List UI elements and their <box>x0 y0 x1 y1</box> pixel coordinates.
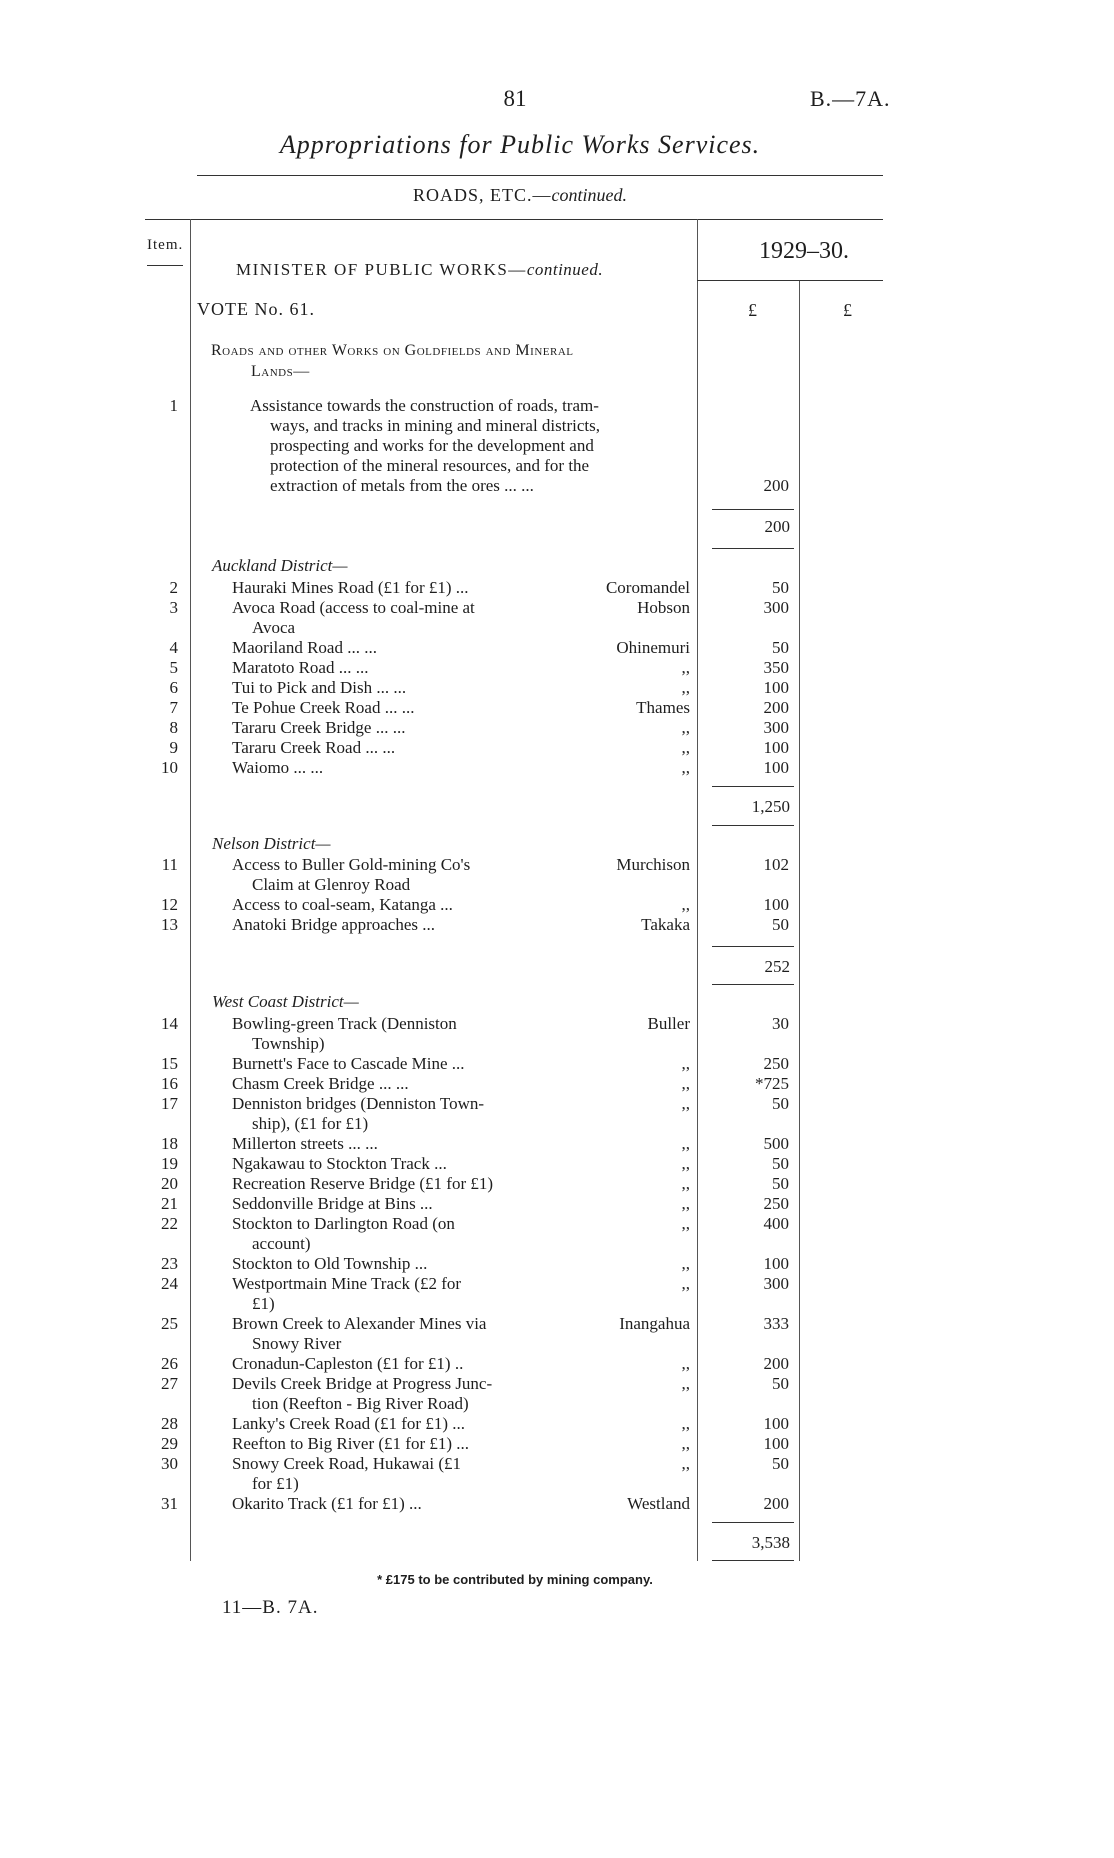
item-description <box>232 1314 486 1354</box>
item-description-text: Burnett's Face to Cascade Mine ... <box>232 1054 465 1073</box>
item-amount: 200 <box>763 1354 789 1373</box>
item-number: 22 <box>161 1214 178 1233</box>
item-amount: 50 <box>772 578 789 597</box>
item-amount: 50 <box>772 1454 789 1473</box>
item-description <box>232 638 377 658</box>
document-reference: B.—7A. <box>810 86 891 111</box>
item-amount: 100 <box>763 1414 789 1433</box>
item-description-text: Tui to Pick and Dish ... ... <box>232 678 407 697</box>
printer-signature: 11—B. 7A. <box>222 1597 319 1618</box>
item-number: 13 <box>161 915 178 934</box>
item-amount: 400 <box>763 1214 789 1233</box>
item-location: Ohinemuri <box>616 638 690 657</box>
item-amount: 200 <box>763 476 789 495</box>
item-amount: 300 <box>763 718 789 737</box>
item-number: 6 <box>169 678 178 697</box>
item-description <box>232 1074 409 1094</box>
item-description <box>232 1194 433 1214</box>
item-description <box>232 1254 427 1274</box>
item-location: Coromandel <box>605 578 690 597</box>
item-location: ,, <box>681 678 690 697</box>
item-location: ,, <box>681 1454 690 1473</box>
item-description-continuation: £1) <box>252 1294 275 1313</box>
item-description-text: Stockton to Old Township ... <box>232 1254 428 1273</box>
year-header-rule <box>697 280 883 281</box>
subtotal-rule <box>712 509 794 510</box>
title-rule <box>197 175 883 176</box>
item-description-text: Maoriland Road ... ... <box>232 638 377 657</box>
item-1-line: extraction of metals from the ores ... ... <box>270 476 534 495</box>
item-location: ,, <box>681 738 690 757</box>
item-number: 25 <box>161 1314 178 1333</box>
item-description-text: Stockton to Darlington Road (on <box>232 1214 455 1233</box>
item-description-text: Avoca Road (access to coal-mine at <box>232 598 475 617</box>
item-description-text: Snowy Creek Road, Hukawai (£1 <box>232 1454 461 1473</box>
item-location: ,, <box>681 1134 690 1153</box>
item-amount: 50 <box>772 1374 789 1393</box>
item-amount: 100 <box>763 678 789 697</box>
section-heading-main: ROADS, ETC.— <box>413 185 552 205</box>
amount-column-left-divider <box>697 219 698 1561</box>
item-description-text: Te Pohue Creek Road ... ... <box>232 698 415 717</box>
item-amount: 300 <box>763 1274 789 1293</box>
item-description <box>232 915 435 935</box>
item-description-continuation: account) <box>252 1234 311 1253</box>
item-number: 29 <box>161 1434 178 1453</box>
item-description <box>232 1434 469 1454</box>
amount-column-mid-divider <box>799 280 800 1561</box>
item-number: 10 <box>161 758 178 777</box>
item-amount: *725 <box>755 1074 789 1093</box>
district-subtotal: 1,250 <box>751 797 790 816</box>
vote-heading: VOTE No. 61. <box>197 299 315 319</box>
item-amount: 333 <box>763 1314 789 1333</box>
item-1-line: ways, and tracks in mining and mineral districts, <box>270 416 601 435</box>
item-amount: 250 <box>763 1054 789 1073</box>
item-amount: 100 <box>763 1434 789 1453</box>
item-description-continuation: ship), (£1 for £1) <box>252 1114 369 1133</box>
year-column-header: 1929–30. <box>759 238 849 264</box>
item-description <box>232 1054 465 1074</box>
item-description-continuation: Avoca <box>252 618 296 637</box>
item-description-text: Bowling-green Track (Denniston <box>232 1014 457 1033</box>
item-number: 16 <box>161 1074 178 1093</box>
item-description-continuation: Snowy River <box>252 1334 342 1353</box>
item-description-continuation: for £1) <box>252 1474 299 1493</box>
item-location: ,, <box>681 718 690 737</box>
category-heading <box>211 340 574 382</box>
item-location: ,, <box>681 1094 690 1113</box>
item-amount: 50 <box>772 1174 789 1193</box>
item-location: Thames <box>636 698 690 717</box>
item-location: ,, <box>681 1214 690 1233</box>
item-location: Murchison <box>616 855 690 874</box>
item-number: 23 <box>161 1254 178 1273</box>
item-amount: 50 <box>772 1094 789 1113</box>
item-number: 4 <box>169 638 178 657</box>
item-description <box>232 1014 457 1054</box>
item-description <box>232 1274 461 1314</box>
item-location: ,, <box>681 1154 690 1173</box>
district-subtotal: 3,538 <box>751 1533 790 1552</box>
currency-label-1: £ <box>748 300 757 320</box>
item-amount: 50 <box>772 638 789 657</box>
item-number: 17 <box>161 1094 178 1113</box>
item-description-text: Tararu Creek Road ... ... <box>232 738 396 757</box>
page-title: Appropriations for Public Works Services. <box>279 130 761 159</box>
item-description <box>232 1094 484 1134</box>
item-description-continuation: Township) <box>252 1034 325 1053</box>
item-location: Buller <box>647 1014 690 1033</box>
subtotal-rule <box>712 1522 794 1523</box>
item-description-text: Ngakawau to Stockton Track ... <box>232 1154 447 1173</box>
item-amount: 300 <box>763 598 789 617</box>
item-location: ,, <box>681 658 690 677</box>
item-1-line: protection of the mineral resources, and for the <box>270 456 590 475</box>
minister-heading-main: MINISTER OF PUBLIC WORKS— <box>236 260 527 279</box>
item-column-divider <box>190 219 191 1561</box>
item-description-text: Brown Creek to Alexander Mines via <box>232 1314 487 1333</box>
item-description-text: Cronadun-Capleston (£1 for £1) .. <box>232 1354 464 1373</box>
item-description-text: Westportmain Mine Track (£2 for <box>232 1274 462 1293</box>
item-description-text: Hauraki Mines Road (£1 for £1) ... <box>232 578 469 597</box>
item-number: 14 <box>161 1014 178 1033</box>
subtotal-rule <box>712 548 794 549</box>
item-description-text: Millerton streets ... ... <box>232 1134 378 1153</box>
item-amount: 350 <box>763 658 789 677</box>
item-number: 19 <box>161 1154 178 1173</box>
item-location: Hobson <box>637 598 690 617</box>
section-rule <box>145 219 883 220</box>
item-description-text: Devils Creek Bridge at Progress Junc- <box>232 1374 493 1393</box>
item-amount: 200 <box>763 698 789 717</box>
page-number: 81 <box>503 86 527 111</box>
item-description-text: Access to Buller Gold-mining Co's <box>232 855 471 874</box>
item-location: ,, <box>681 1054 690 1073</box>
section-heading-continued: continued. <box>551 185 627 205</box>
subtotal-rule <box>712 825 794 826</box>
item-location: ,, <box>681 1174 690 1193</box>
item-location: ,, <box>681 1254 690 1273</box>
item-location: ,, <box>681 895 690 914</box>
district-subtotal: 252 <box>764 957 790 976</box>
item-1-description <box>250 396 695 496</box>
section-heading <box>0 185 1040 206</box>
item-location: ,, <box>681 1274 690 1293</box>
item-description <box>232 1354 463 1374</box>
item-number: 7 <box>169 698 178 717</box>
item-description-text: Denniston bridges (Denniston Town- <box>232 1094 485 1113</box>
item-description-text: Chasm Creek Bridge ... ... <box>232 1074 409 1093</box>
subtotal-rule <box>712 786 794 787</box>
item-description <box>232 1454 461 1494</box>
item-description-text: Okarito Track (£1 for £1) ... <box>232 1494 422 1513</box>
district-heading: West Coast District— <box>212 992 359 1011</box>
item-description-text: Anatoki Bridge approaches ... <box>232 915 435 934</box>
item-location: ,, <box>681 1194 690 1213</box>
item-location: ,, <box>681 1434 690 1453</box>
item-amount: 50 <box>772 915 789 934</box>
item-description <box>232 1174 493 1194</box>
item-description <box>232 1494 422 1514</box>
item-description <box>232 1154 447 1174</box>
item-number: 27 <box>161 1374 178 1393</box>
item-description-text: Reefton to Big River (£1 for £1) ... <box>232 1434 470 1453</box>
footnote: * £175 to be contributed by mining company. <box>377 1572 653 1587</box>
item-location: ,, <box>681 1354 690 1373</box>
item-number: 18 <box>161 1134 178 1153</box>
item-1-line: Assistance towards the construction of roads, tram- <box>250 396 599 415</box>
item-number: 8 <box>169 718 178 737</box>
item-number: 24 <box>161 1274 178 1293</box>
item-description <box>232 658 368 678</box>
item-column-header: Item. <box>147 237 184 253</box>
item-description-text: Tararu Creek Bridge ... ... <box>232 718 406 737</box>
item-description <box>232 718 405 738</box>
item-description <box>232 598 475 638</box>
item-number: 3 <box>169 598 178 617</box>
item-description-text: Maratoto Road ... ... <box>232 658 369 677</box>
item-amount: 200 <box>763 1494 789 1513</box>
item-amount: 100 <box>763 895 789 914</box>
item-1-subtotal: 200 <box>764 517 790 536</box>
subtotal-rule <box>712 1560 794 1561</box>
category-heading-line1: Roads and other Works on Goldfields and Mineral <box>211 342 574 359</box>
item-amount: 250 <box>763 1194 789 1213</box>
item-number: 30 <box>161 1454 178 1473</box>
item-description <box>232 578 469 598</box>
item-amount: 30 <box>772 1014 789 1033</box>
item-amount: 100 <box>763 738 789 757</box>
item-description-text: Lanky's Creek Road (£1 for £1) ... <box>232 1414 465 1433</box>
item-amount: 100 <box>763 758 789 777</box>
item-number: 11 <box>161 855 178 874</box>
item-number: 28 <box>161 1414 178 1433</box>
item-description <box>232 1134 378 1154</box>
minister-heading-continued: continued. <box>526 260 604 279</box>
item-location: ,, <box>681 1414 690 1433</box>
item-location: ,, <box>681 1374 690 1393</box>
subtotal-rule <box>712 946 794 947</box>
item-number: 15 <box>161 1054 178 1073</box>
item-amount: 100 <box>763 1254 789 1273</box>
item-location: ,, <box>681 1074 690 1093</box>
item-location: Inangahua <box>619 1314 690 1333</box>
item-number: 5 <box>169 658 178 677</box>
district-heading: Nelson District— <box>212 834 331 853</box>
item-description <box>232 678 406 698</box>
item-description-continuation: Claim at Glenroy Road <box>252 875 411 894</box>
item-number: 9 <box>169 738 178 757</box>
item-description-text: Waiomo ... ... <box>232 758 324 777</box>
item-description <box>232 1414 465 1434</box>
item-number: 21 <box>161 1194 178 1213</box>
item-description <box>232 1214 455 1254</box>
item-amount: 500 <box>763 1134 789 1153</box>
minister-heading <box>236 260 603 280</box>
item-description-continuation: tion (Reefton - Big River Road) <box>252 1394 469 1413</box>
item-description <box>232 855 470 895</box>
item-description-text: Seddonville Bridge at Bins ... <box>232 1194 433 1213</box>
district-heading: Auckland District— <box>212 556 348 575</box>
item-location: ,, <box>681 758 690 777</box>
item-1-line: prospecting and works for the development and <box>270 436 594 455</box>
item-description-text: Recreation Reserve Bridge (£1 for £1) <box>232 1174 494 1193</box>
item-amount: 102 <box>763 855 789 874</box>
item-number: 12 <box>161 895 178 914</box>
item-description <box>232 738 395 758</box>
item-number: 31 <box>161 1494 178 1513</box>
item-description <box>232 895 453 915</box>
item-number: 2 <box>169 578 178 597</box>
item-description <box>232 758 323 778</box>
item-number: 1 <box>169 396 178 415</box>
item-location: Westland <box>627 1494 690 1513</box>
currency-label-2: £ <box>843 300 852 320</box>
item-location: Takaka <box>641 915 690 934</box>
item-number: 26 <box>161 1354 178 1373</box>
item-description-text: Access to coal-seam, Katanga ... <box>232 895 453 914</box>
category-heading-line2: Lands— <box>251 363 310 380</box>
item-number: 20 <box>161 1174 178 1193</box>
item-amount: 50 <box>772 1154 789 1173</box>
item-header-rule <box>147 265 183 266</box>
item-description <box>232 698 414 718</box>
subtotal-rule <box>712 984 794 985</box>
item-description <box>232 1374 492 1414</box>
